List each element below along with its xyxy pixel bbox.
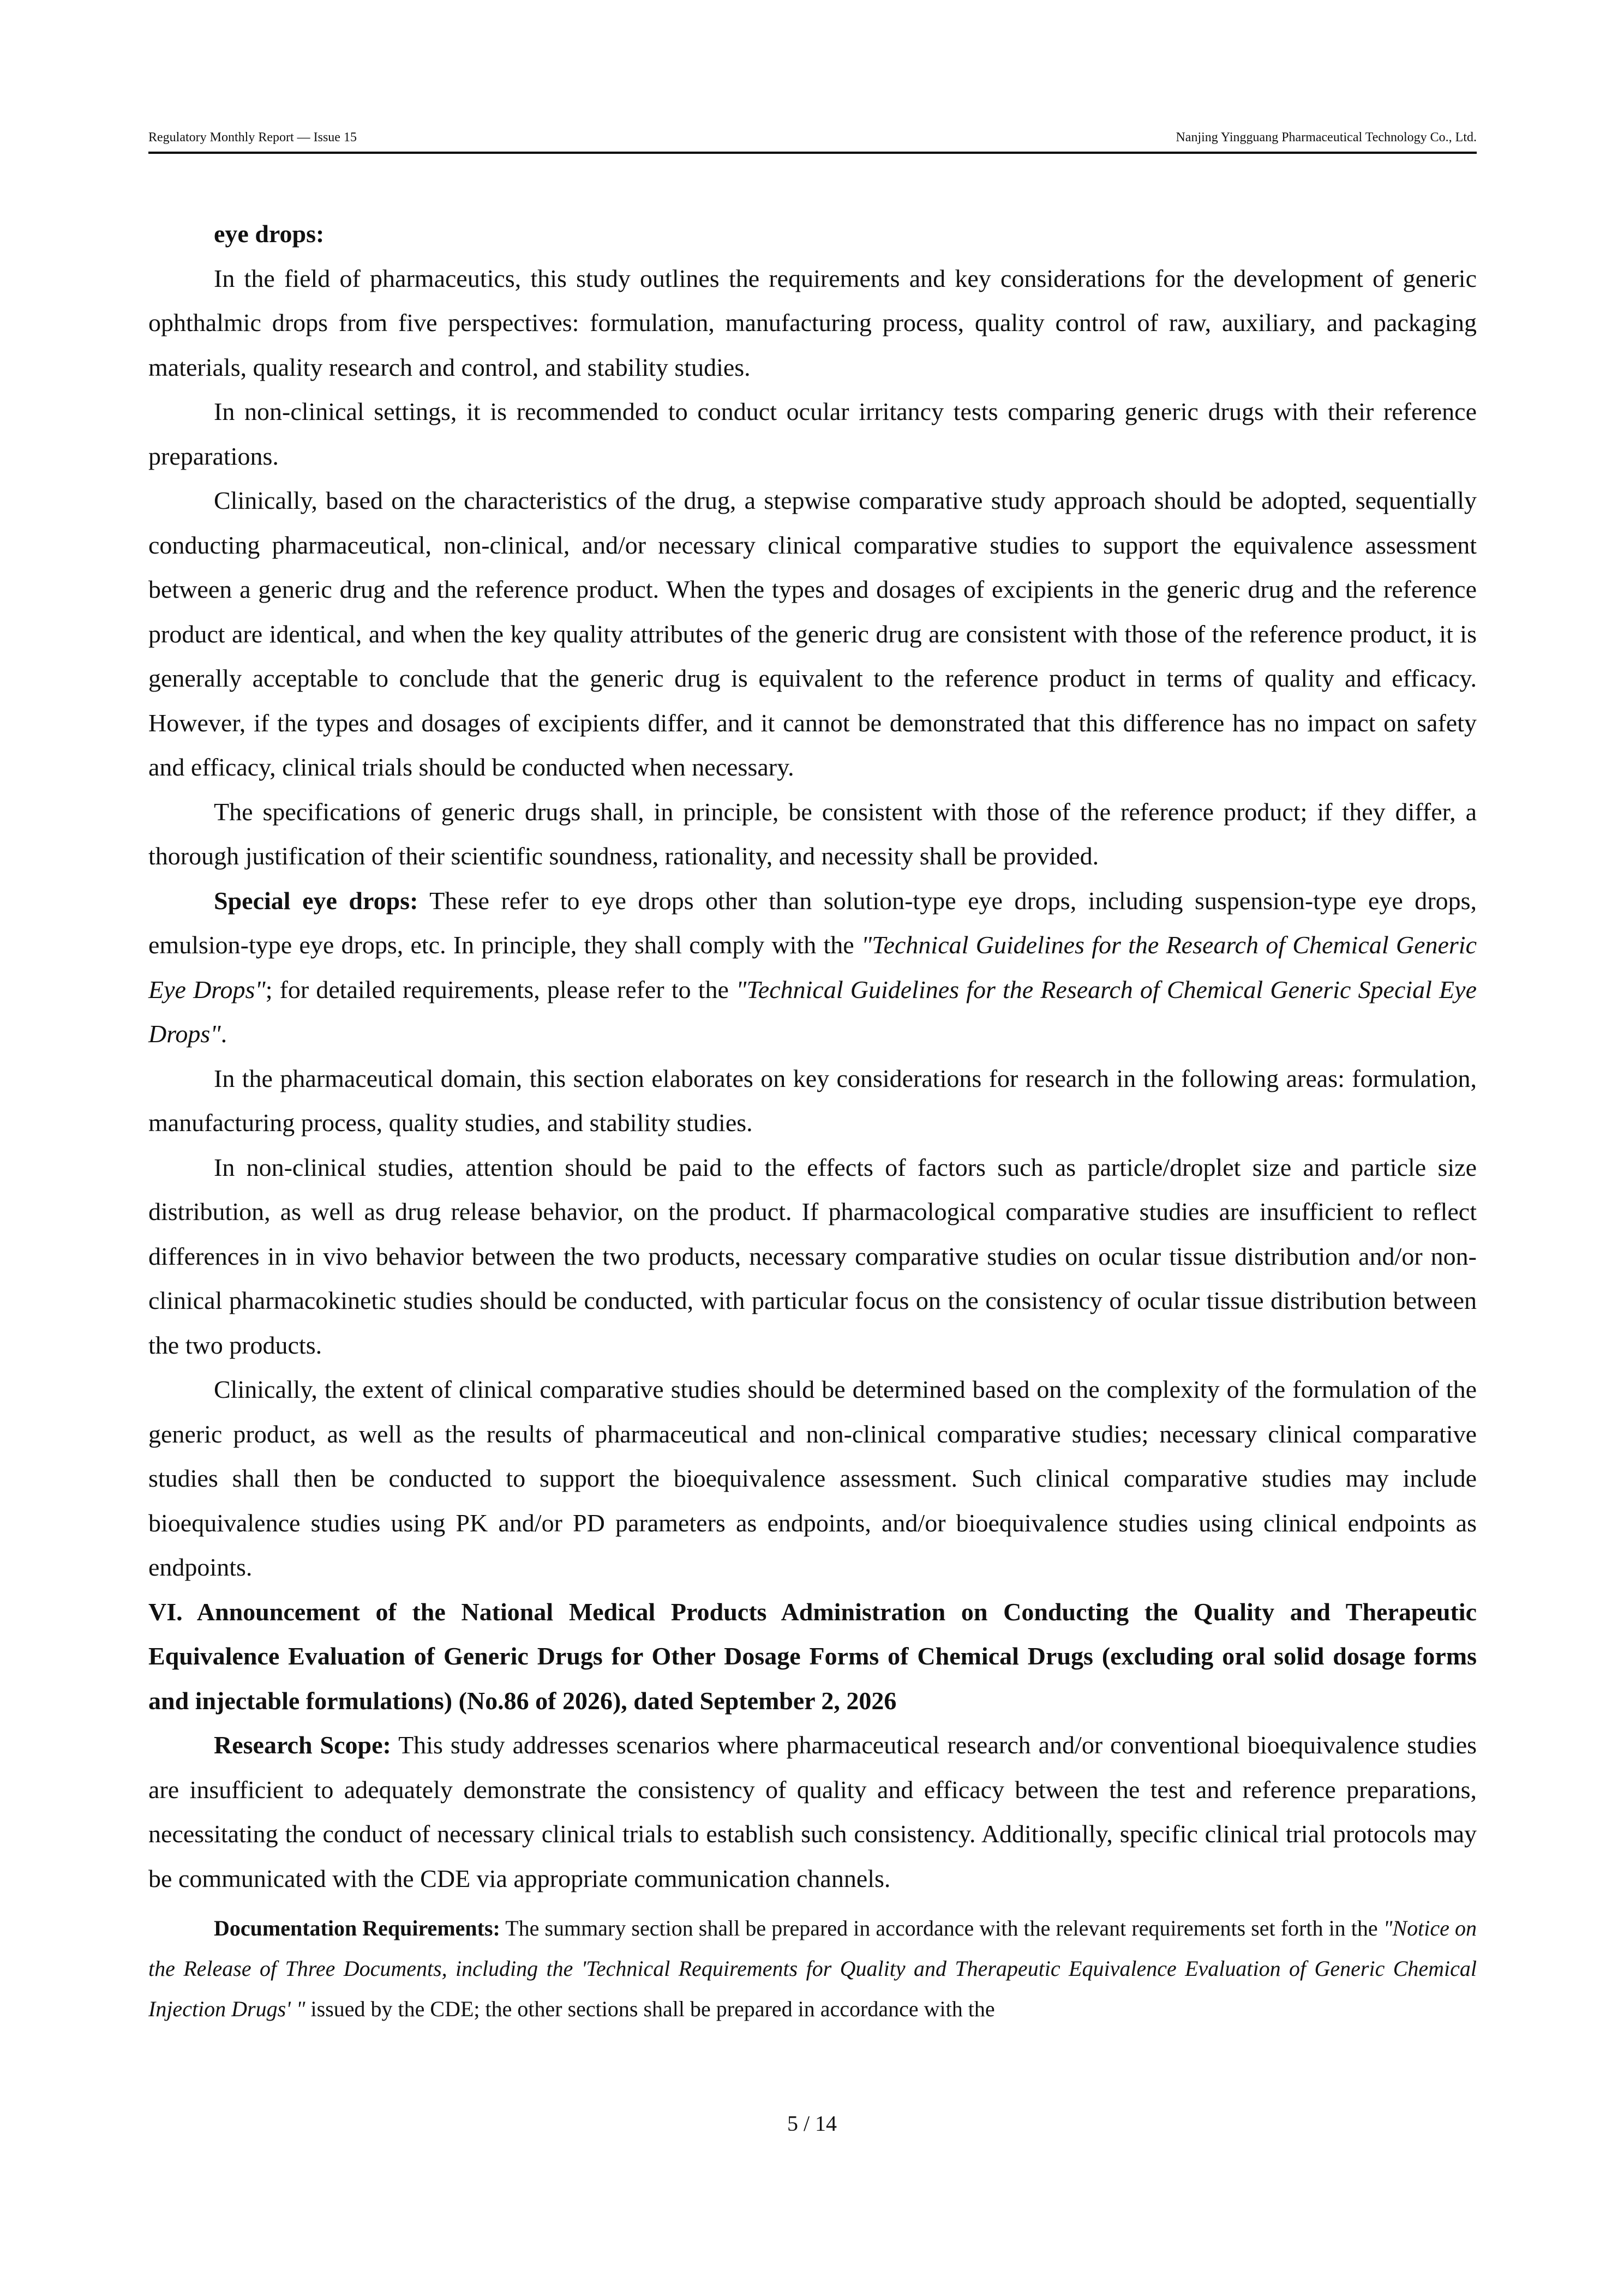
special-eye-drops-text-a: These refer to eye drops other than solution-type eye drops, including suspension-type eye drops, emulsion-type eye drops, etc. In principle, they shall comply with the: [148, 886, 1477, 959]
special-eye-drops-label: Special eye drops:: [214, 886, 418, 915]
report-title: Regulatory Monthly Report — Issue 15: [148, 130, 357, 145]
documentation-label: Documentation Requirements:: [214, 1916, 500, 1940]
page-header: [148, 130, 1477, 154]
guideline-reference-1: "Technical Guidelines for the Research of Chemical Generic Eye Drops": [148, 931, 1477, 1003]
paragraph-pharmaceutical-domain: In the pharmaceutical domain, this section elaborates on key considerations for research in the following areas: formulation, manufacturing process, quality studies, and stability studies.: [148, 1064, 1477, 1137]
page-number: 5 / 14: [787, 2111, 837, 2136]
paragraph-clinical: Clinically, based on the characteristics of the drug, a stepwise comparative study approach should be adopted, sequentially conducting pharmaceutical, non-clinical, and/or necessary clinical comparative studies to support the equivalence assessment between a generic drug and the reference product. When the types and dosages of excipients in the generic drug and the reference product are identical, and when the key quality attributes of the generic drug are consistent with those of the reference product, it is generally acceptable to conclude that the generic drug is equivalent to the reference product in terms of quality and efficacy. However, if the types and dosages of excipients differ, and it cannot be demonstrated that this difference has no impact on safety and efficacy, clinical trials should be conducted when necessary.: [148, 486, 1477, 781]
paragraph-non-clinical-studies: In non-clinical studies, attention should be paid to the effects of factors such as particle/droplet size and particle size distribution, as well as drug release behavior, on the product. If pharmacological comparative studies are insufficient to reflect differences in in vivo behavior between the two products, necessary comparative studies on ocular tissue distribution and/or non-clinical pharmacokinetic studies should be conducted, with particular focus on the consistency of ocular tissue distribution between the two products.: [148, 1153, 1477, 1359]
subsection-title: eye drops:: [214, 220, 325, 248]
documentation-text-a: The summary section shall be prepared in accordance with the relevant requirements set forth in the: [500, 1916, 1383, 1940]
paragraph-non-clinical: In non-clinical settings, it is recommended to conduct ocular irritancy tests comparing generic drugs with their reference preparations.: [148, 398, 1477, 470]
research-scope-label: Research Scope:: [214, 1731, 391, 1759]
research-scope-text: This study addresses scenarios where pharmaceutical research and/or conventional bioequivalence studies are insufficient to adequately demonstrate the consistency of quality and efficacy between the test and reference preparations, necessitating the conduct of necessary clinical trials to establish such consistency. Additionally, specific clinical trial protocols may be communicated with the CDE via appropriate communication channels.: [148, 1731, 1477, 1892]
special-eye-drops-text-c: .: [220, 1020, 227, 1048]
special-eye-drops-text-b: ; for detailed requirements, please refer to the: [265, 975, 736, 1003]
paragraph-specifications: The specifications of generic drugs shall, in principle, be consistent with those of the reference product; if they differ, a thorough justification of their scientific soundness, rationality, and necessity shall be provided.: [148, 797, 1477, 870]
documentation-text-b: issued by the CDE; the other sections shall be prepared in accordance with the: [305, 1997, 995, 2021]
section-heading: VI. Announcement of the National Medical Products Administration on Conducting the Quality and Therapeutic Equivalence Evaluation of Generic Drugs for Other Dosage Forms of Chemical Drugs (excluding oral solid dosage forms and injectable formulations) (No.86 of 2026), dated September 2, 2026: [148, 1597, 1477, 1715]
paragraph-special-eye-drops: [148, 879, 1477, 1056]
company-name: Nanjing Yingguang Pharmaceutical Technology Co., Ltd.: [1176, 130, 1477, 145]
paragraph-pharmaceutics: In the field of pharmaceutics, this study outlines the requirements and key considerations for the development of generic ophthalmic drops from five perspectives: formulation, manufacturing process, quality control of raw, auxiliary, and packaging materials, quality research and control, and stability studies.: [148, 264, 1477, 381]
paragraph-research-scope: [148, 1723, 1477, 1901]
paragraph-documentation: [148, 1908, 1477, 2029]
document-body: [148, 212, 1477, 2029]
guideline-reference-2: "Technical Guidelines for the Research of Chemical Generic Special Eye Drops": [148, 975, 1477, 1048]
notice-reference: "Notice on the Release of Three Documents, including the 'Technical Requirements for Quality and Therapeutic Equivalence Evaluation of Generic Chemical Injection Drugs' ": [148, 1916, 1477, 2021]
paragraph-clinical-extent: Clinically, the extent of clinical comparative studies should be determined based on the complexity of the formulation of the generic product, as well as the results of pharmaceutical and non-clinical comparative studies; necessary clinical comparative studies shall then be conducted to support the bioequivalence assessment. Such clinical comparative studies may include bioequivalence studies using PK and/or PD parameters as endpoints, and/or bioequivalence studies using clinical endpoints as endpoints.: [148, 1375, 1477, 1581]
